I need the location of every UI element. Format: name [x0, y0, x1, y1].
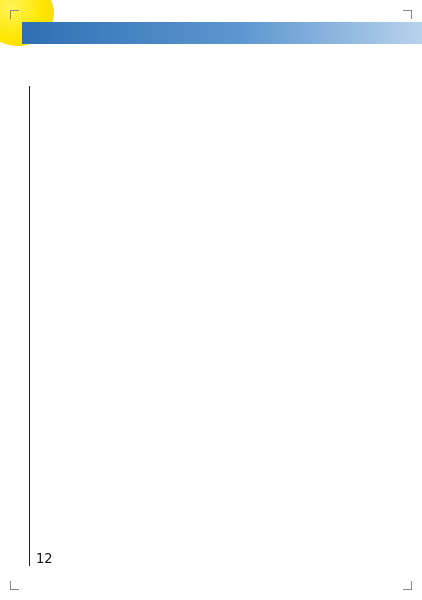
- crop-mark-icon: [403, 581, 412, 590]
- crop-mark-icon: [10, 10, 19, 19]
- crop-mark-icon: [403, 10, 412, 19]
- page-header: [0, 0, 422, 50]
- article-body: [56, 68, 398, 76]
- page-number: 12: [36, 552, 53, 567]
- crop-mark-icon: [10, 581, 19, 590]
- left-margin-rule: [29, 86, 30, 566]
- title-bar: [22, 22, 422, 44]
